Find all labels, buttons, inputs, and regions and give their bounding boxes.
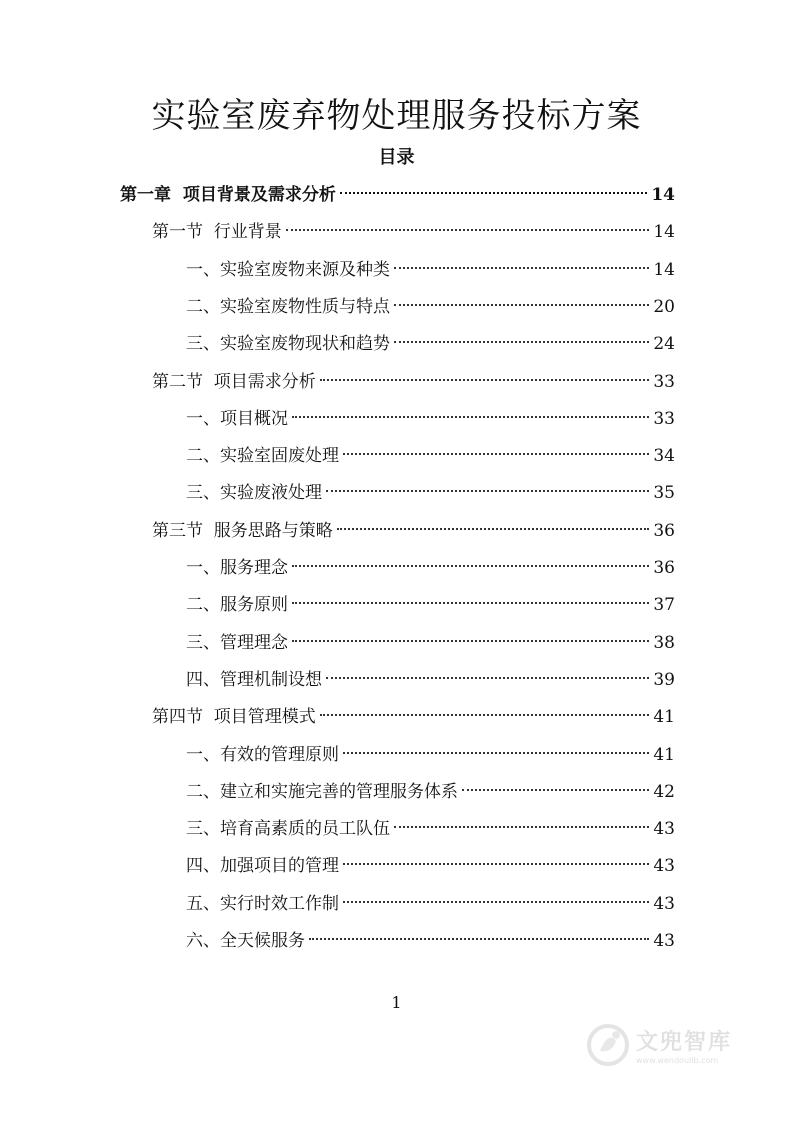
toc-entry-page: 33 bbox=[653, 408, 675, 429]
toc-entry[interactable] bbox=[186, 814, 675, 844]
toc-leader-dots bbox=[462, 789, 649, 791]
toc-entry-label: 第二节 项目需求分析 bbox=[152, 371, 316, 392]
toc-entry-label: 第一节 行业背景 bbox=[152, 222, 282, 243]
toc-leader-dots bbox=[292, 416, 649, 418]
toc-entry-label: 六、全天候服务 bbox=[186, 931, 305, 951]
toc-entry[interactable] bbox=[186, 777, 675, 807]
toc-leader-dots bbox=[343, 752, 649, 754]
toc-entry-page: 43 bbox=[653, 893, 675, 914]
toc-entry-page: 14 bbox=[651, 185, 675, 205]
toc-leader-dots bbox=[292, 602, 649, 604]
toc-leader-dots bbox=[340, 192, 647, 194]
watermark bbox=[586, 1020, 756, 1070]
toc-leader-dots bbox=[309, 938, 649, 940]
toc-heading: 目录 bbox=[378, 147, 415, 168]
toc-entry[interactable] bbox=[186, 441, 675, 471]
toc-entry-label: 第一章 项目背景及需求分析 bbox=[120, 185, 336, 205]
toc-entry-label: 第三节 服务思路与策略 bbox=[152, 520, 333, 541]
toc-entry-page: 34 bbox=[653, 446, 675, 467]
toc-entry-label: 三、培育高素质的员工队伍 bbox=[186, 819, 390, 840]
toc-leader-dots bbox=[326, 677, 649, 679]
watermark-logo-icon bbox=[586, 1023, 630, 1067]
toc-leader-dots bbox=[320, 379, 650, 381]
toc-leader-dots bbox=[394, 826, 649, 828]
toc-entry-page: 35 bbox=[653, 483, 675, 504]
toc-leader-dots bbox=[286, 229, 650, 231]
toc-entry[interactable] bbox=[186, 553, 675, 583]
toc-entry[interactable] bbox=[120, 180, 675, 210]
toc-entry-label: 五、实行时效工作制 bbox=[186, 893, 339, 914]
toc-leader-dots bbox=[343, 901, 649, 903]
toc-entry-page: 33 bbox=[653, 371, 675, 392]
toc-entry-label: 二、实验室固废处理 bbox=[186, 446, 339, 467]
toc-entry-label: 一、有效的管理原则 bbox=[186, 744, 339, 765]
toc-entry[interactable] bbox=[186, 255, 675, 285]
toc-leader-dots bbox=[394, 341, 649, 343]
toc-entry[interactable] bbox=[186, 590, 675, 620]
toc-leader-dots bbox=[292, 640, 649, 642]
toc-entry-page: 43 bbox=[653, 931, 675, 951]
toc-leader-dots bbox=[394, 304, 649, 306]
toc-entry-label: 一、实验室废物来源及种类 bbox=[186, 259, 390, 280]
toc-entry-label: 第四节 项目管理模式 bbox=[152, 707, 316, 728]
toc-entry-label: 一、项目概况 bbox=[186, 408, 288, 429]
toc-entry-label: 四、加强项目的管理 bbox=[186, 856, 339, 877]
toc-entry-page: 41 bbox=[653, 707, 675, 728]
toc-entry[interactable] bbox=[152, 367, 675, 397]
toc-entry[interactable] bbox=[186, 665, 675, 695]
toc-entry[interactable] bbox=[186, 478, 675, 508]
toc-entry[interactable] bbox=[186, 926, 675, 956]
toc-entry-page: 41 bbox=[653, 744, 675, 765]
toc-entry-page: 37 bbox=[653, 595, 675, 616]
toc-leader-dots bbox=[326, 490, 649, 492]
toc-entry[interactable] bbox=[186, 329, 675, 359]
document-title: 实验室废弃物处理服务投标方案 bbox=[151, 96, 642, 136]
toc-entry-page: 36 bbox=[653, 520, 675, 541]
toc-entry-page: 39 bbox=[653, 669, 675, 690]
toc-entry[interactable] bbox=[186, 851, 675, 881]
toc-entry-page: 42 bbox=[653, 781, 675, 802]
toc-leader-dots bbox=[343, 863, 649, 865]
toc-entry[interactable] bbox=[152, 702, 675, 732]
toc-entry-label: 三、实验废液处理 bbox=[186, 483, 322, 504]
toc-leader-dots bbox=[394, 267, 649, 269]
toc-entry-label: 二、实验室废物性质与特点 bbox=[186, 296, 390, 317]
toc-entry[interactable] bbox=[152, 516, 675, 546]
toc-entry-page: 38 bbox=[653, 632, 675, 653]
toc-entry-label: 一、服务理念 bbox=[186, 558, 288, 578]
watermark-url: www.wendoulib.com bbox=[636, 1056, 719, 1065]
toc-entry-page: 20 bbox=[653, 296, 675, 317]
toc-entry[interactable] bbox=[186, 740, 675, 770]
toc-entry-label: 三、实验室废物现状和趋势 bbox=[186, 334, 390, 355]
toc-entry[interactable] bbox=[152, 217, 675, 247]
watermark-name: 文兜智库 bbox=[636, 1030, 733, 1055]
toc-entry-page: 14 bbox=[653, 259, 675, 280]
toc-entry-page: 36 bbox=[653, 558, 675, 578]
toc-entry[interactable] bbox=[186, 628, 675, 658]
page-number: 1 bbox=[391, 993, 402, 1012]
toc-leader-dots bbox=[320, 714, 650, 716]
toc-entry-label: 三、管理理念 bbox=[186, 632, 288, 653]
toc-entry-page: 43 bbox=[653, 856, 675, 877]
toc-entry-label: 四、管理机制设想 bbox=[186, 669, 322, 690]
toc-entry[interactable] bbox=[186, 889, 675, 919]
toc-leader-dots bbox=[337, 528, 650, 530]
toc-entry-page: 14 bbox=[653, 222, 675, 243]
toc-leader-dots bbox=[292, 565, 649, 567]
toc-entry-label: 二、服务原则 bbox=[186, 595, 288, 616]
toc-leader-dots bbox=[343, 453, 649, 455]
toc-entry-label: 二、建立和实施完善的管理服务体系 bbox=[186, 781, 458, 802]
toc-entry-page: 43 bbox=[653, 819, 675, 840]
toc-entry[interactable] bbox=[186, 292, 675, 322]
toc-entry[interactable] bbox=[186, 404, 675, 434]
toc-entry-page: 24 bbox=[653, 334, 675, 355]
